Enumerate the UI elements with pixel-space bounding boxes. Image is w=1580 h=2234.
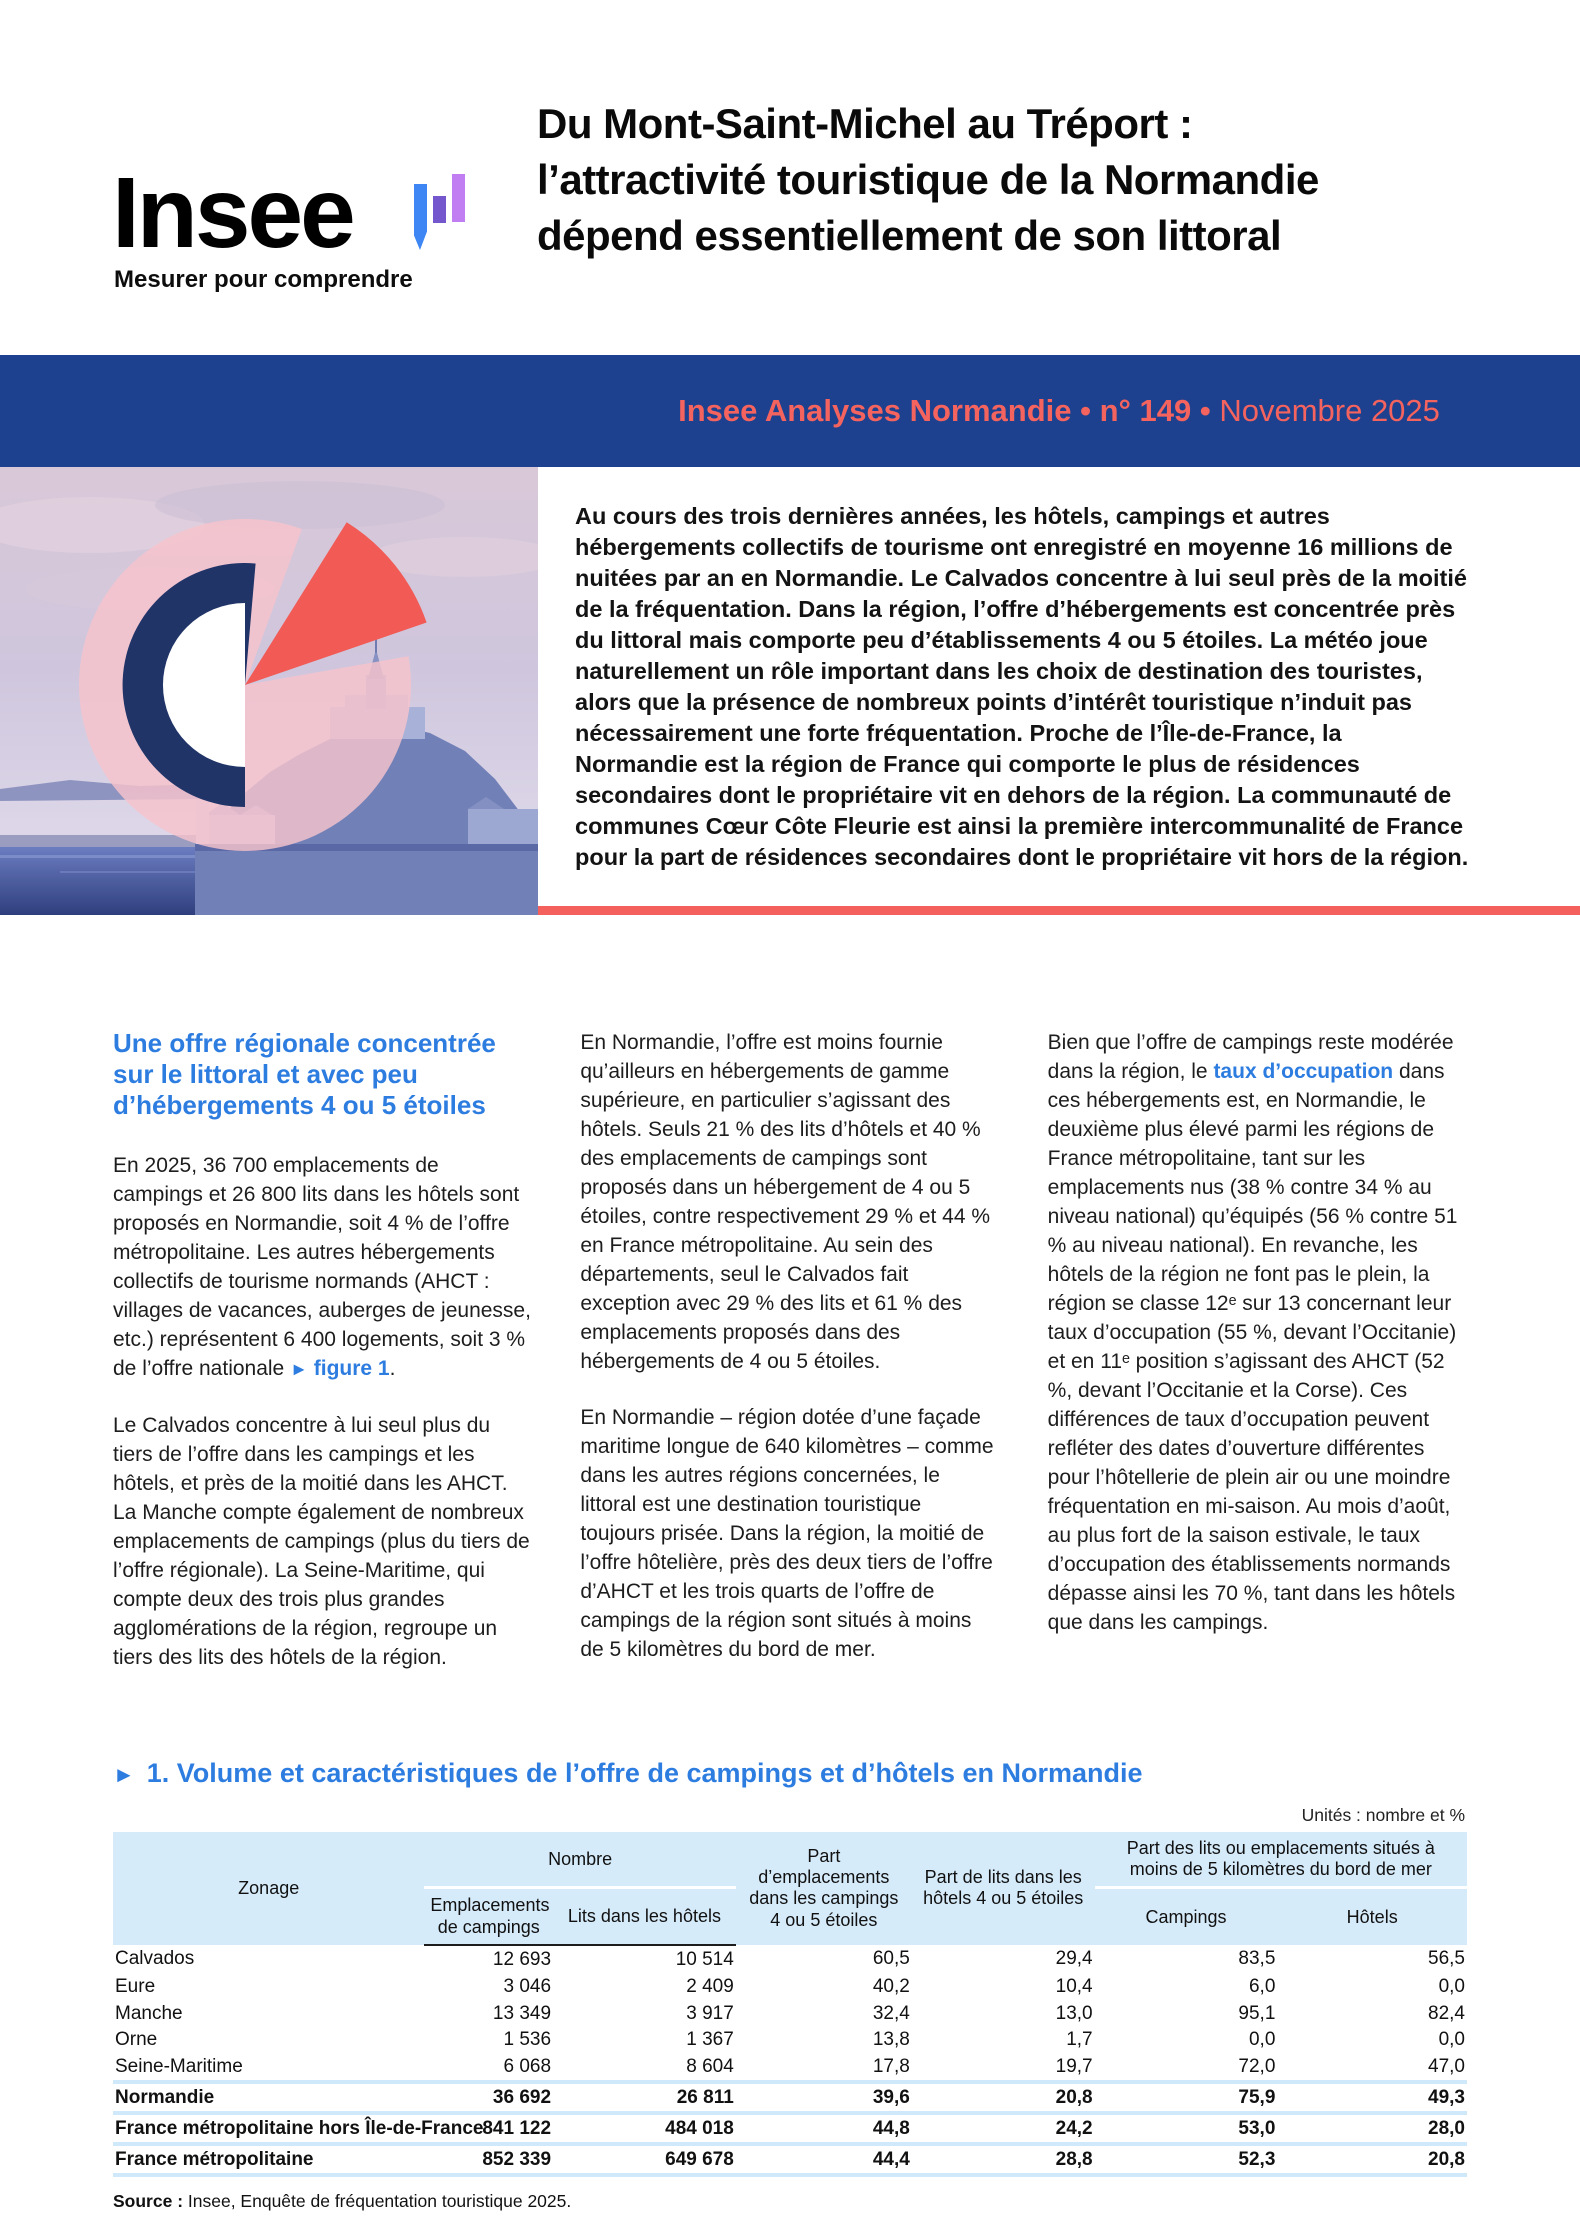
paragraph-text: En 2025, 36 700 emplacements de campings et 26 800 lits dans les hôtels sont proposés en Normandie, soit 4 % de l’offre métropolitaine. Les autres hébergements collectifs de tourisme normands (AHCT : villages de vacances, auberges de jeunesse, etc.) représentent 6 400 logements, soit 3 % de l’offre nationale [113,1154,531,1380]
paragraph [113,1151,532,1384]
table-cell: 52,3 [1095,2144,1278,2175]
table-cell: 13 349 [492,2002,552,2024]
col-header-zonage: Zonage [113,1832,424,1945]
table-cell: 0,0 [1438,2029,1465,2051]
page-title [537,96,1319,264]
hero-illustration [0,467,538,915]
table-row [113,1973,1467,2000]
table-cell: 40,2 [872,1975,910,1997]
column-1 [113,1028,532,1672]
page-title-line-3: dépend essentiellement de son littoral [537,212,1282,259]
units-note: Unités : nombre et % [1301,1805,1465,1825]
table-cell: 19,7 [1055,2056,1093,2078]
table-cell: 10,4 [1055,1975,1093,1997]
table-cell: 17,8 [872,2056,910,2078]
table-cell: 29,4 [1055,1948,1093,1970]
col-subheader-emplacements: Emplacements de campings [424,1888,553,1945]
table-cell: 47,0 [1428,2056,1465,2078]
table-cell: 49,3 [1277,2082,1467,2113]
paragraph-text: dans ces hébergements est, en Normandie, le deuxième plus élevé parmi les régions de France métropolitaine, tant sur les emplacements nus (38 % contre 34 % au niveau national) qu’équipés (56 % contre 51 % au niveau national). En revanche, les hôtels de la région ne font pas le plein, la région se classe 12ᵉ sur 13 concernant leur taux d’occupation (55 %, devant l’Occitanie) et en 11ᵉ position s’agissant des AHCT (52 %, devant l’Occitanie et la Corse). Ces différences de taux d’occupation peuvent refléter des dates d’ouverture différentes pour l’hôtellerie de plein air ou une moindre fréquentation en mi-saison. Au mois d’août, au plus fort de la saison estivale, le taux d’occupation des établissements normands dépasse ainsi les 70 %, tant dans les hôtels que dans les campings. [1047,1060,1458,1634]
hero-image-mont-saint-michel [0,467,538,915]
logo-tagline: Mesurer pour comprendre [114,266,413,293]
table-row [113,2000,1467,2027]
paragraph [1048,1028,1467,1637]
insee-logo-bars-icon [414,174,465,250]
table-cell: 13,8 [872,2029,910,2051]
table-cell: 852 339 [424,2144,553,2175]
abstract-text: Au cours des trois dernières années, les hôtels, campings et autres hébergements collectifs de tourisme ont enregistré en moyenne 16 millions de nuitées par an en Normandie. Le Calvados concentre à lui seul près de la moitié de la fréquentation. Dans la région, l’offre d’hébergements est concentrée près du littoral mais comporte peu d’établissements 4 ou 5 étoiles. La météo joue naturellement un rôle important dans les choix de destination des touristes, alors que la présence de nombreux points d’intérêt touristique n’induit pas nécessairement une forte fréquentation. Proche de l’Île-de-France, la Normandie est la région de France qui comporte le plus de résidences secondaires dont le propriétaire vit en dehors de la région. La communauté de communes Cœur Côte Fleurie est ainsi la première intercommunalité de France pour la part de résidences secondaires dont le propriétaire vit hors de la région. [575,503,1469,870]
insee-logo-wordmark: Insee [112,157,353,269]
table-cell: 36 692 [424,2082,553,2113]
table-cell: France métropolitaine [113,2144,424,2175]
table-cell: 20,8 [1277,2144,1467,2175]
table-cell: 56,5 [1428,1948,1465,1970]
collection-banner-text [538,355,1580,467]
table-cell: Normandie [113,2082,424,2113]
insee-logo [112,157,413,293]
table-row [113,2053,1467,2082]
article-body [113,1028,1467,1672]
source-text: Insee, Enquête de fréquentation touristique 2025. [183,2190,572,2211]
table-cell: 24,2 [912,2113,1095,2144]
col-group-littoral: Part des lits ou emplacements situés à moins de 5 kilomètres du bord de mer [1095,1832,1467,1888]
table-cell: 484 018 [553,2113,736,2144]
col-subheader-lits: Lits dans les hôtels [553,1888,736,1945]
table-cell: 6 068 [503,2056,552,2078]
table-cell: 2 409 [686,1975,734,1997]
table-cell: Orne [115,2029,158,2051]
source-note [113,2191,1467,2212]
table-cell: 32,4 [872,2002,910,2024]
table-cell: 13,0 [1055,2002,1093,2024]
table-cell: 12 693 [492,1948,552,1970]
table-cell: 20,8 [912,2082,1095,2113]
col-subheader-hotels: Hôtels [1277,1888,1467,1945]
figure-1 [113,1758,1467,2212]
figure-1-link-label: figure 1 [307,1357,390,1380]
table-cell: 95,1 [1238,2002,1276,2024]
table-cell: 841 122 [424,2113,553,2144]
figure-1-table [113,1832,1467,2177]
table-row-normandie [113,2082,1467,2113]
paragraph: En Normandie – région dotée d’une façade maritime longue de 640 kilomètres – comme dans les autres régions concernées, le littoral est une destination touristique toujours prisée. Dans la région, la moitié de l’offre hôtelière, près des deux tiers de l’offre d’AHCT et les trois quarts de l’offre de campings de la région sont situés à moins de 5 kilomètres du bord de mer. [580,1406,994,1661]
table-cell: 53,0 [1095,2113,1278,2144]
table-cell: 83,5 [1238,1948,1276,1970]
table-row-france-metropolitaine [113,2144,1467,2175]
col-header-part-campings: Part d’emplacements dans les campings 4 ou 5 étoiles [736,1832,912,1945]
col-header-part-hotels: Part de lits dans les hôtels 4 ou 5 étoiles [912,1832,1095,1945]
page-title-line-1: Du Mont-Saint-Michel au Tréport : [537,100,1193,147]
table-cell: 60,5 [872,1948,910,1970]
table-cell: 8 604 [686,2056,734,2078]
table-cell: 6,0 [1248,1975,1276,1997]
publication-date: Novembre 2025 [1219,393,1440,428]
page-title-line-2: l’attractivité touristique de la Normandie [537,156,1319,203]
table-cell: 44,4 [736,2144,912,2175]
paragraph-text: Bien que l’offre de campings reste modérée dans la région, le [1047,1031,1454,1083]
collection-banner [0,355,1580,467]
table-cell: 75,9 [1095,2082,1278,2113]
table-cell: 1,7 [1066,2029,1093,2051]
table-cell: Calvados [115,1948,195,1970]
table-cell: Seine-Maritime [115,2056,243,2078]
table-cell: Manche [115,2002,183,2024]
col-group-nombre: Nombre [424,1832,735,1888]
collection-name: Insee Analyses Normandie • n° 149 • [678,393,1220,428]
table-cell: Eure [115,1975,156,1997]
table-cell: 10 514 [675,1948,734,1970]
table-cell: 3 917 [686,2002,734,2024]
play-arrow-icon: ► [113,1762,135,1787]
table-cell: 649 678 [553,2144,736,2175]
table-cell: France métropolitaine hors Île-de-France [113,2113,424,2144]
play-arrow-icon: ► [290,1359,308,1379]
table-row [113,2026,1467,2053]
paragraph-text: . [389,1357,396,1380]
table-header [113,1832,1467,1945]
table-cell: 72,0 [1238,2056,1276,2078]
table-cell: 1 367 [686,2029,734,2051]
table-row-france-hors-idf [113,2113,1467,2144]
table-row [113,1945,1467,1973]
table-cell: 28,8 [912,2144,1095,2175]
figure-1-link[interactable] [290,1357,390,1380]
table-cell: 44,8 [736,2113,912,2144]
table-cell: 0,0 [1438,1975,1465,1997]
column-3 [1048,1028,1467,1672]
table-cell: 1 536 [503,2029,552,2051]
source-label: Source : [113,2190,184,2211]
figure-title [113,1758,1467,1789]
table-cell: 28,0 [1277,2113,1467,2144]
figure-title-text: 1. Volume et caractéristiques de l’offre de campings et d’hôtels en Normandie [146,1758,1143,1788]
table-cell: 82,4 [1428,2002,1465,2024]
col-subheader-campings: Campings [1095,1888,1278,1945]
table-cell: 0,0 [1248,2029,1276,2051]
table-cell: 26 811 [553,2082,736,2113]
paragraph: Le Calvados concentre à lui seul plus du tiers de l’offre dans les campings et les hôtels, et près de la moitié dans les AHCT. La Manche compte également de nombreux emplacements de campings (plus du tiers de l’offre régionale). La Seine-Maritime, qui compte deux des trois plus grandes agglomérations de la région, regroupe un tiers des lits des hôtels de la région. [113,1414,530,1669]
divider-bar [538,906,1580,915]
column-2 [580,1028,999,1672]
table-cell: 39,6 [736,2082,912,2113]
section-heading: Une offre régionale concentrée sur le littoral et avec peu d’hébergements 4 ou 5 étoiles [113,1028,496,1120]
table-cell: 3 046 [503,1975,552,1997]
paragraph: En Normandie, l’offre est moins fournie qu’ailleurs en hébergements de gamme supérieure, en particulier s’agissant des hôtels. Seuls 21 % des lits d’hôtels et 40 % des emplacements de campings sont proposés dans un hébergement de 4 ou 5 étoiles, contre respectivement 29 % et 44 % en France métropolitaine. Au sein des départements, seul le Calvados fait exception avec 29 % des lits et 61 % des emplacements proposés dans des hébergements de 4 ou 5 étoiles. [580,1031,991,1373]
definition-link-taux-occupation[interactable]: taux d’occupation [1213,1060,1394,1083]
